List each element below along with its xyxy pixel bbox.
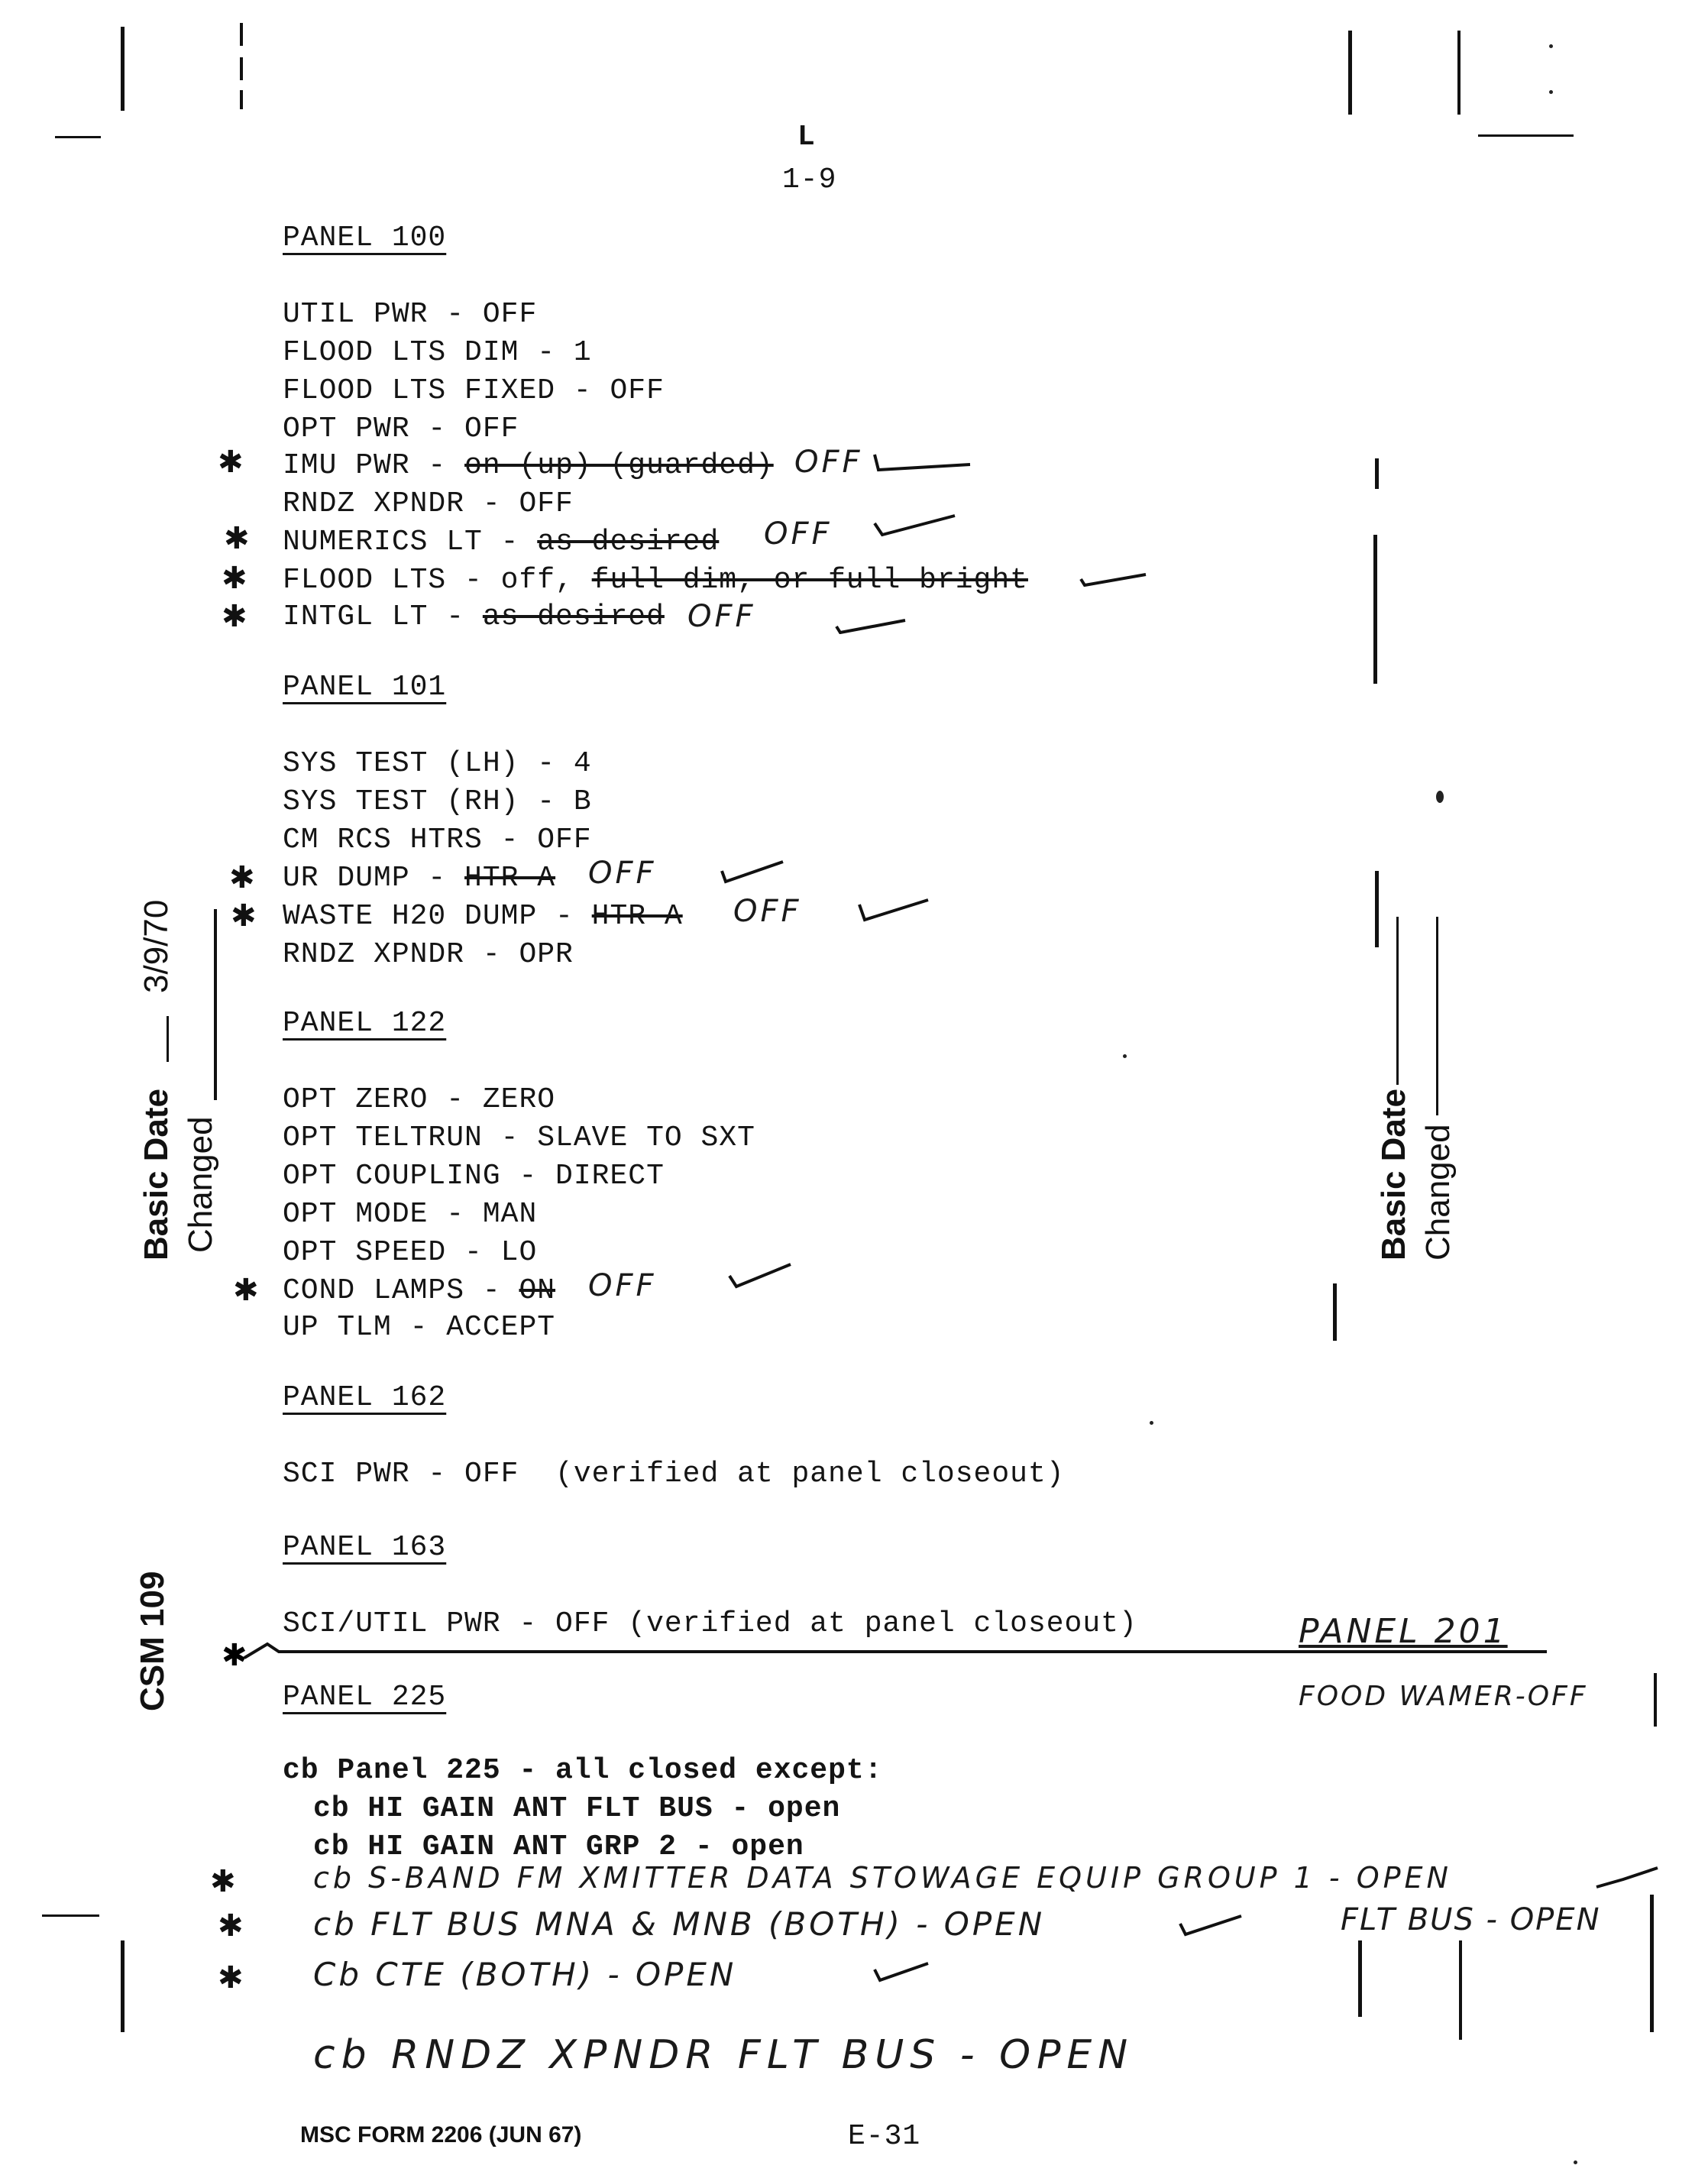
waste-dump-struck: HTR A	[591, 900, 683, 933]
intgl-lt-handwritten: OFF	[687, 599, 756, 634]
intgl-lt-struck: as desired	[482, 600, 665, 633]
margin-bar	[240, 90, 243, 109]
panel-101-heading: PANEL 101	[283, 671, 447, 704]
change-bar	[214, 924, 217, 1100]
change-bar	[1375, 458, 1379, 489]
flt-bus-note: FLT BUS - OPEN	[1341, 1902, 1601, 1937]
margin-bar	[1457, 31, 1461, 115]
checkmark-icon	[856, 894, 932, 928]
revision-mark: ✱	[231, 898, 257, 934]
cb-hi-gain-flt-line: cb HI GAIN ANT FLT BUS - open	[313, 1792, 841, 1825]
up-tlm-line: UP TLM - ACCEPT	[283, 1311, 556, 1344]
flood-lts-struck: full dim, or full bright	[591, 564, 1028, 597]
checkmark-icon	[871, 512, 962, 546]
ur-dump-label: UR DUMP -	[283, 862, 465, 895]
change-bar	[1375, 871, 1379, 947]
opt-zero-line: OPT ZERO - ZERO	[283, 1083, 556, 1116]
changed-left: Changed	[182, 1116, 219, 1253]
form-number: MSC FORM 2206 (JUN 67)	[300, 2122, 582, 2147]
cb-hi-gain-grp-line: cb HI GAIN ANT GRP 2 - open	[313, 1830, 804, 1863]
date-rule	[167, 1016, 169, 1062]
page-letter: L	[797, 121, 816, 154]
intgl-lt-line	[283, 600, 665, 633]
numerics-label: NUMERICS LT -	[283, 526, 538, 558]
opt-pwr-line: OPT PWR - OFF	[283, 413, 519, 445]
speck	[1150, 1421, 1153, 1425]
change-bar	[1459, 1940, 1462, 2040]
speck	[1123, 1054, 1127, 1058]
panel-201-note-title: PANEL 201	[1299, 1612, 1508, 1651]
util-pwr-line: UTIL PWR - OFF	[283, 298, 538, 331]
checkmark-icon	[1176, 1910, 1245, 1944]
flood-fixed-line: FLOOD LTS FIXED - OFF	[283, 374, 665, 407]
revision-mark: ✱	[218, 1960, 244, 1995]
intgl-lt-label: INTGL LT -	[283, 600, 483, 633]
numerics-handwritten: OFF	[764, 516, 833, 552]
margin-bar	[55, 136, 101, 138]
sys-test-rh-line: SYS TEST (RH) - B	[283, 785, 592, 818]
speck	[1574, 2160, 1577, 2164]
change-bar	[1358, 1940, 1362, 2017]
cb-sband-handwritten: cb S-BAND FM XMITTER DATA STOWAGE EQUIP GROUP 1 - OPEN	[313, 1861, 1452, 1895]
revision-mark: ✱	[218, 445, 244, 480]
changed-right: Changed	[1419, 1124, 1457, 1261]
ur-dump-struck: HTR A	[464, 862, 556, 895]
cond-lamps-handwritten: OFF	[588, 1268, 657, 1303]
ur-dump-line	[283, 862, 555, 895]
panel-163-heading: PANEL 163	[283, 1531, 447, 1564]
opt-teltrun-line: OPT TELTRUN - SLAVE TO SXT	[283, 1121, 755, 1154]
imu-pwr-line	[283, 449, 774, 482]
rndz-xpndr-opr-line: RNDZ XPNDR - OPR	[283, 938, 574, 971]
margin-bar	[1478, 134, 1574, 137]
margin-bar	[42, 1914, 99, 1917]
change-bar	[1650, 1895, 1654, 2032]
page-number: E-31	[848, 2120, 921, 2153]
rndz-xpndr-line: RNDZ XPNDR - OFF	[283, 487, 574, 520]
flood-lts-label: FLOOD LTS - off,	[283, 564, 592, 597]
checkmark-icon	[726, 1261, 794, 1295]
margin-bar	[240, 23, 243, 46]
csm-label: CSM 109	[134, 1571, 171, 1711]
cm-rcs-line: CM RCS HTRS - OFF	[283, 824, 592, 856]
cb-panel-225-lead: cb Panel 225 - all closed except:	[283, 1754, 883, 1787]
cb-rndz-handwritten: cb RNDZ XPNDR FLT BUS - OPEN	[313, 2032, 1134, 2078]
cond-lamps-line	[283, 1274, 555, 1307]
change-bar	[1333, 1283, 1337, 1341]
svg-text:✱: ✱	[222, 1638, 247, 1673]
panel-100-heading: PANEL 100	[283, 222, 447, 254]
opt-speed-line: OPT SPEED - LO	[283, 1236, 538, 1269]
sci-util-pwr-line: SCI/UTIL PWR - OFF (verified at panel closeout)	[283, 1607, 1137, 1640]
revision-mark: ✱	[222, 561, 247, 596]
checkmark-icon	[871, 1956, 932, 1990]
change-bar	[1373, 535, 1377, 684]
revision-mark: ✱	[224, 521, 250, 556]
revision-mark: ✱	[222, 599, 247, 634]
flood-dim-line: FLOOD LTS DIM - 1	[283, 336, 592, 369]
panel-225-heading: PANEL 225	[283, 1681, 447, 1714]
revision-mark: ✱	[233, 1273, 259, 1308]
waste-dump-label: WASTE H20 DUMP -	[283, 900, 592, 933]
food-warmer-note: FOOD WAMER-OFF	[1299, 1681, 1588, 1712]
revision-mark: ✱	[218, 1908, 244, 1944]
flood-lts-line	[283, 564, 1028, 597]
numerics-line	[283, 526, 719, 558]
checkmark-icon	[1077, 564, 1153, 591]
cond-lamps-label: COND LAMPS -	[283, 1274, 519, 1307]
sci-pwr-line: SCI PWR - OFF (verified at panel closeout)	[283, 1458, 1065, 1490]
margin-bar	[1654, 1673, 1657, 1727]
change-bar	[121, 1940, 125, 2032]
date-value: 3/9/70	[137, 899, 175, 993]
cb-cte-handwritten: Cb CTE (BOTH) - OPEN	[313, 1956, 737, 1993]
revision-mark: ✱	[229, 860, 255, 895]
opt-coupling-line: OPT COUPLING - DIRECT	[283, 1160, 665, 1193]
margin-bar	[1348, 31, 1352, 115]
sys-test-lh-line: SYS TEST (LH) - 4	[283, 747, 592, 780]
speck	[1549, 44, 1553, 48]
basic-date-left: Basic Date	[137, 1088, 175, 1261]
speck	[1549, 90, 1553, 94]
waste-dump-line	[283, 900, 683, 933]
checkmark-icon	[718, 856, 787, 890]
date-rule	[1396, 917, 1399, 1085]
revision-mark: ✱	[210, 1864, 236, 1899]
imu-pwr-handwritten: OFF	[794, 445, 863, 480]
checkmark-icon	[833, 611, 909, 638]
panel-122-heading: PANEL 122	[283, 1007, 447, 1040]
page-code: 1-9	[782, 163, 837, 196]
imu-pwr-struck: on (up) (guarded)	[464, 449, 774, 482]
speck	[1436, 791, 1444, 803]
margin-bar	[121, 27, 125, 111]
ur-dump-handwritten: OFF	[588, 856, 657, 891]
checkmark-icon	[871, 451, 978, 477]
waste-dump-handwritten: OFF	[733, 894, 802, 929]
imu-pwr-label: IMU PWR -	[283, 449, 465, 482]
opt-mode-line: OPT MODE - MAN	[283, 1198, 538, 1231]
cb-flt-bus-handwritten: cb FLT BUS MNA & MNB (BOTH) - OPEN	[313, 1905, 1046, 1943]
panel-162-heading: PANEL 162	[283, 1381, 447, 1414]
cond-lamps-struck: ON	[519, 1274, 556, 1307]
margin-bar	[240, 57, 243, 80]
numerics-struck: as desired	[537, 526, 720, 558]
basic-date-right: Basic Date	[1375, 1088, 1412, 1261]
date-rule	[1436, 917, 1438, 1115]
